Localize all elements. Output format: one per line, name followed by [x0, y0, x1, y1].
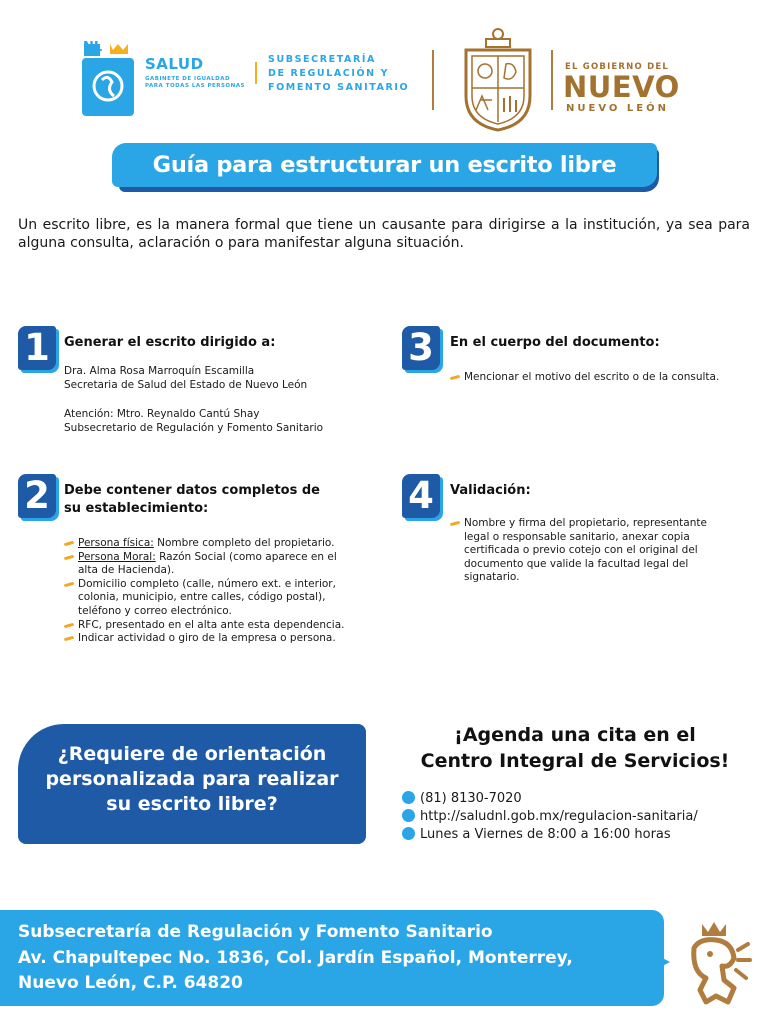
nl-text: NL — [83, 40, 103, 55]
list-item: Persona Moral: Razón Social (como aparece en el alta de Hacienda). — [64, 551, 384, 578]
lion-crest-icon — [680, 918, 752, 1006]
agenda-heading: ¡Agenda una cita en el Centro Integral de Servicios! — [420, 724, 730, 772]
divider — [255, 62, 257, 84]
contact-website-link[interactable]: http://saludnl.gob.mx/regulacion-sanitaria/ — [402, 809, 698, 824]
web-icon — [402, 809, 415, 822]
step-number-1: 1 — [18, 326, 56, 370]
subsecretaria-logo-text: SUBSECRETARÍA DE REGULACIÓN Y FOMENTO SANITARIO — [268, 54, 410, 93]
salud-subtitle: GABINETE DE IGUALDAD PARA TODAS LAS PERSONAS — [145, 76, 245, 89]
section-2-list — [64, 537, 384, 646]
intro-paragraph: Un escrito libre, es la manera formal que tiene un causante para dirigirse a la institución, ya sea para alguna consulta, aclaración o para manifestar alguna situación. — [18, 217, 750, 251]
section-4-list — [450, 517, 750, 585]
section-1-attention: Atención: Mtro. Reynaldo Cantú Shay Subsecretario de Regulación y Fomento Sanitario — [64, 408, 324, 434]
footer-arrow — [640, 946, 670, 978]
list-item: RFC, presentado en el alta ante esta dependencia. — [64, 619, 384, 633]
section-4-heading: Validación: — [450, 483, 531, 498]
list-item: Domicilio completo (calle, número ext. e interior, colonia, municipio, entre calles, código postal), teléfono y correo electrónico. — [64, 578, 384, 619]
gobierno-label: EL GOBIERNO DEL — [565, 62, 669, 72]
step-number-2: 2 — [18, 474, 56, 518]
list-item: Indicar actividad o giro de la empresa o persona. — [64, 632, 384, 646]
section-3-heading: En el cuerpo del documento: — [450, 335, 660, 350]
clock-icon — [402, 827, 415, 840]
section-2-heading: Debe contener datos completos de su establecimiento: — [64, 483, 320, 516]
section-1-heading: Generar el escrito dirigido a: — [64, 335, 276, 350]
step-number-3: 3 — [402, 326, 440, 370]
footer-address: Subsecretaría de Regulación y Fomento Sanitario Av. Chapultepec No. 1836, Col. Jardín Español, Monterrey, Nuevo León, C.P. 64820 — [18, 922, 573, 993]
divider — [432, 50, 434, 110]
divider — [551, 50, 553, 110]
contact-phone[interactable]: (81) 8130-7020 — [402, 791, 522, 806]
section-3-list — [450, 371, 750, 385]
contact-hours: Lunes a Viernes de 8:00 a 16:00 horas — [402, 827, 671, 842]
coat-of-arms-icon — [458, 26, 538, 134]
list-item: Persona física: Nombre completo del propietario. — [64, 537, 384, 551]
salud-wordmark: SALUD — [145, 55, 204, 73]
section-1-addressee: Dra. Alma Rosa Marroquín Escamilla Secretaria de Salud del Estado de Nuevo León — [64, 365, 308, 391]
step-number-4: 4 — [402, 474, 440, 518]
phone-icon — [402, 791, 415, 804]
list-item: Nombre y firma del propietario, representante legal o responsable sanitario, anexar copia certificada o previo cotejo con el original del documento que valide la facultad legal del signatario. — [450, 517, 750, 585]
gobierno-nuevo: NUEVO — [563, 70, 680, 104]
gobierno-nuevo-leon: NUEVO LEÓN — [566, 103, 669, 114]
orientation-question: ¿Requiere de orientación personalizada para realizar su escrito libre? — [45, 743, 339, 815]
list-item: Mencionar el motivo del escrito o de la consulta. — [450, 371, 750, 385]
page-title: Guía para estructurar un escrito libre — [152, 152, 617, 178]
